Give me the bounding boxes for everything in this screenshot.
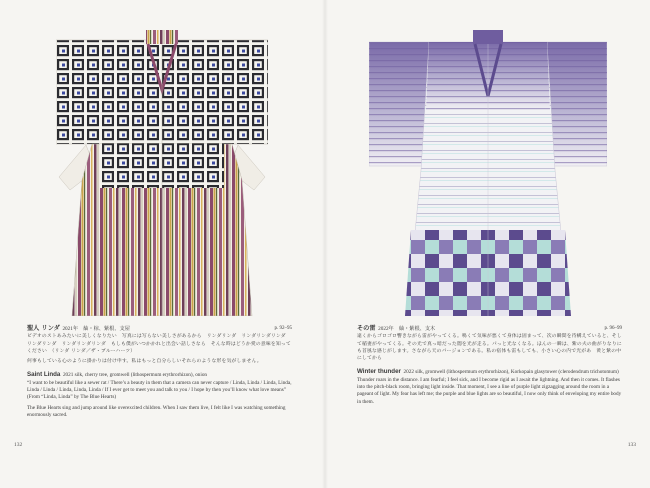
- en-meta: 2021 silk, cherry tree, gromwell (lithospermum erythrorhizon), onion: [62, 372, 208, 379]
- page-reference: p. 96–99: [604, 326, 622, 331]
- en-body-1: “I want to be beautiful like a sewer rat / There’s a beauty in them that a camera can never capture / Linda, Linda / Linda, Linda, Linda / Linda / Linda, Linda, Linda / If I ever get to meet you and talk to you / I hope by then you’ll know what love means” (From “Linda, Linda” by The Blue Hearts): [27, 379, 292, 401]
- left-caption: [27, 325, 292, 423]
- right-caption: [357, 325, 622, 409]
- folio-left: 132: [14, 442, 23, 448]
- en-meta: 2022 silk, gromwell (lithospermum erythrorhizon), Korkopain glasytower (clerodendrum trichotomum): [403, 369, 619, 376]
- jp-title: その雷: [357, 325, 376, 332]
- en-title: Winter thunder: [357, 368, 401, 376]
- kimono-winter-thunder-image: [369, 30, 607, 316]
- jp-meta: 2021年 紬・椋、紫根、支屋: [62, 326, 130, 332]
- en-title: Saint Linda: [27, 371, 61, 379]
- jp-body-1: 遠くからゴロゴロ響きながら雷がやってくる。鳴くて気味が悪くて身体は固まって、次の瞬間を待構えていると、そして稲妻がやってくる。その光で真っ暗だった闇を光が走る。パっと光なくなる。ほんの一瞬は、紫の夫の曲がりなりにも首風な感じがします。さながら天のバージョンである。私の宿体も雷もしても、小さい心の内で光があ 黄と紫の中にしてから: [357, 334, 622, 362]
- jp-body-1: ビデオのストあみたいに美しくなりたい 写真には写らない美しさがあるから リンダリンダ リンダリンダリンダ リンダリンダ リンダリンダリンダ もしも僕がいつかかれと出会い話しさなら そんな時はどうか愛の意味を知ってください （リンダ リンダ／ザ・ブルーハーツ）: [27, 334, 291, 354]
- jp-title: 聖人 リンダ: [27, 325, 60, 332]
- right-page: [325, 0, 650, 488]
- folio-right: 133: [627, 442, 636, 448]
- kimono-saint-linda-image: [56, 30, 268, 316]
- en-body-1: Thunder roars in the distance. I am fearful; I feel sick, and I become rigid as I await the lightning. And then it comes. It flashes into the pitch-black room, bringing light inside. That moment, I see a line of purple light zigzagging around the room in a pageant of light. My fear has left me; the purple and blue lights are so beautiful, I now only think of enveloping my entire body in them.: [357, 376, 622, 405]
- en-body-2: The Blue Hearts sing and jump around like overexcited children. When I saw them live, I felt like I was watching something enormously sacred.: [27, 404, 286, 419]
- page-reference: p. 92–95: [274, 326, 292, 331]
- jp-body-2: 何事もしている心のように掛かりは付け申す。私はもっと自分らしいそれらのような形を気がしません。: [27, 359, 262, 365]
- jp-meta: 2022年 紬・紫根、支木: [378, 326, 436, 332]
